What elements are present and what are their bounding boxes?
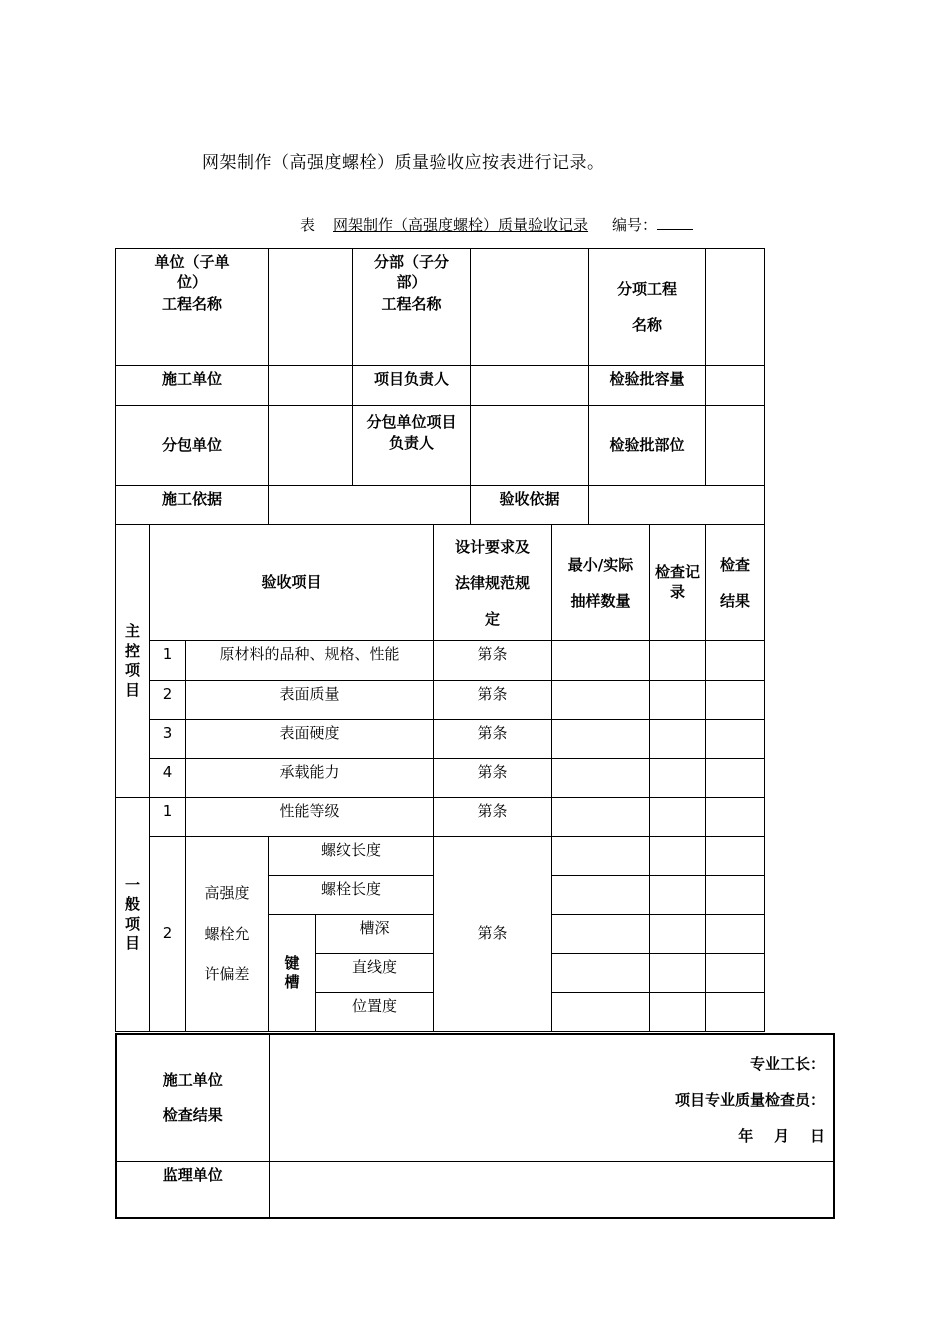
table-caption — [300, 214, 693, 235]
sample-cell[interactable] — [552, 915, 650, 954]
record-cell[interactable] — [650, 641, 706, 681]
date-label: 年 月 日 — [738, 1127, 825, 1145]
position-label: 位置度 — [316, 993, 434, 1032]
construction-unit-label: 施工单位 — [116, 366, 269, 406]
construction-check-label: 施工单位 检查结果 — [116, 1034, 269, 1161]
thread-length-label: 螺纹长度 — [269, 837, 434, 876]
sample-cell[interactable] — [552, 798, 650, 837]
number-blank[interactable] — [657, 215, 693, 230]
record-cell[interactable] — [650, 798, 706, 837]
sample-cell[interactable] — [552, 720, 650, 759]
record-cell[interactable] — [650, 837, 706, 876]
signature-table — [115, 1033, 835, 1219]
sample-cell[interactable] — [552, 876, 650, 915]
col-header-design-req: 设计要求及 法律规范规 定 — [434, 525, 552, 641]
row-number: 3 — [150, 720, 186, 759]
construction-basis-label: 施工依据 — [116, 486, 269, 525]
item-name: 表面质量 — [186, 681, 434, 720]
sample-cell[interactable] — [552, 759, 650, 798]
record-cell[interactable] — [650, 915, 706, 954]
result-cell[interactable] — [706, 876, 765, 915]
col-header-sample: 最小/实际 抽样数量 — [552, 525, 650, 641]
division-name-label: 分部（子分 部） 工程名称 — [353, 249, 471, 366]
sample-cell[interactable] — [552, 681, 650, 720]
sample-cell[interactable] — [552, 993, 650, 1032]
unit-name-field[interactable] — [269, 249, 353, 366]
record-cell[interactable] — [650, 681, 706, 720]
result-cell[interactable] — [706, 915, 765, 954]
result-cell[interactable] — [706, 837, 765, 876]
batch-capacity-field[interactable] — [706, 366, 765, 406]
batch-location-label: 检验批部位 — [589, 406, 706, 486]
subcontract-manager-field[interactable] — [471, 406, 589, 486]
col-header-result: 检查 结果 — [706, 525, 765, 641]
caption-number-label: 编号： — [612, 216, 658, 234]
supervision-label: 监理单位 — [116, 1161, 269, 1218]
table-row — [116, 681, 765, 720]
row-number: 4 — [150, 759, 186, 798]
result-cell[interactable] — [706, 681, 765, 720]
bolt-length-label: 螺栓长度 — [269, 876, 434, 915]
item-name: 表面硬度 — [186, 720, 434, 759]
result-cell[interactable] — [706, 798, 765, 837]
bolt-deviation-group-label: 高强度 螺栓允 许偏差 — [186, 837, 269, 1032]
clause-ref: 第条 — [434, 641, 552, 681]
row-number: 1 — [150, 798, 186, 837]
construction-check-field[interactable] — [269, 1034, 834, 1161]
supervision-field[interactable] — [269, 1161, 834, 1218]
intro-text: 网架制作（高强度螺栓）质量验收应按表进行记录。 — [202, 153, 605, 173]
sample-cell[interactable] — [552, 641, 650, 681]
division-name-field[interactable] — [471, 249, 589, 366]
batch-location-field[interactable] — [706, 406, 765, 486]
result-cell[interactable] — [706, 720, 765, 759]
table-row — [116, 720, 765, 759]
subitem-name-field[interactable] — [706, 249, 765, 366]
subitem-name-label: 分项工程 名称 — [589, 249, 706, 366]
sample-cell[interactable] — [552, 837, 650, 876]
foreman-label: 专业工长： — [749, 1055, 825, 1073]
clause-ref: 第条 — [434, 837, 552, 1032]
record-cell[interactable] — [650, 954, 706, 993]
row-number: 1 — [150, 641, 186, 681]
keyway-label: 键 槽 — [269, 915, 316, 1032]
sample-cell[interactable] — [552, 954, 650, 993]
col-header-item: 验收项目 — [150, 525, 434, 641]
subcontract-unit-field[interactable] — [269, 406, 353, 486]
item-name: 原材料的品种、规格、性能 — [186, 641, 434, 681]
record-cell[interactable] — [650, 759, 706, 798]
record-cell[interactable] — [650, 993, 706, 1032]
project-manager-label: 项目负责人 — [353, 366, 471, 406]
clause-ref: 第条 — [434, 720, 552, 759]
construction-unit-field[interactable] — [269, 366, 353, 406]
table-row — [116, 759, 765, 798]
clause-ref: 第条 — [434, 798, 552, 837]
item-name: 性能等级 — [186, 798, 434, 837]
main-control-label: 主 控 项 目 — [116, 525, 150, 798]
caption-title: 网架制作（高强度螺栓）质量验收记录 — [333, 216, 589, 234]
subcontract-manager-label: 分包单位项目 负责人 — [353, 406, 471, 486]
general-item-label: 一 般 项 目 — [116, 798, 150, 1032]
straightness-label: 直线度 — [316, 954, 434, 993]
caption-prefix: 表 — [300, 216, 316, 234]
row-number: 2 — [150, 837, 186, 1032]
acceptance-basis-label: 验收依据 — [471, 486, 589, 525]
record-cell[interactable] — [650, 720, 706, 759]
subcontract-unit-label: 分包单位 — [116, 406, 269, 486]
unit-name-label: 单位（子单 位） 工程名称 — [116, 249, 269, 366]
item-name: 承载能力 — [186, 759, 434, 798]
construction-basis-field[interactable] — [269, 486, 471, 525]
project-manager-field[interactable] — [471, 366, 589, 406]
acceptance-basis-field[interactable] — [589, 486, 765, 525]
quality-inspector-label: 项目专业质量检查员： — [674, 1091, 825, 1109]
table-row — [116, 798, 765, 837]
result-cell[interactable] — [706, 993, 765, 1032]
clause-ref: 第条 — [434, 759, 552, 798]
result-cell[interactable] — [706, 759, 765, 798]
batch-capacity-label: 检验批容量 — [589, 366, 706, 406]
table-row — [116, 837, 765, 876]
acceptance-record-table — [115, 248, 765, 1032]
clause-ref: 第条 — [434, 681, 552, 720]
table-row — [116, 641, 765, 681]
result-cell[interactable] — [706, 641, 765, 681]
slot-depth-label: 槽深 — [316, 915, 434, 954]
row-number: 2 — [150, 681, 186, 720]
col-header-record: 检查记录 — [650, 525, 706, 641]
result-cell[interactable] — [706, 954, 765, 993]
record-cell[interactable] — [650, 876, 706, 915]
